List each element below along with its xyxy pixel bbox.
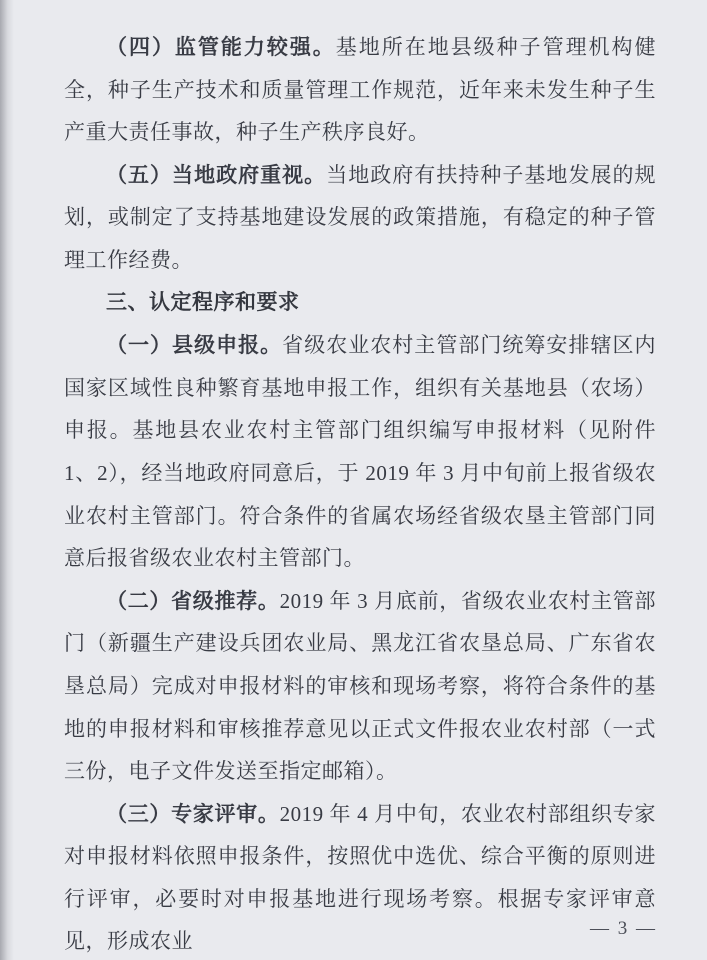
paragraph-lead: （二）省级推荐。 [106, 588, 280, 613]
paragraph-body: 当地政府有扶持种子基地发展的规划，或制定了支持基地建设发展的政策措施，有稳定的种子管理工作经费。 [64, 162, 657, 272]
paragraph-lead: （一）县级申报。 [106, 333, 283, 358]
paragraph-lead: （四）监管能力较强。 [106, 35, 336, 59]
paragraph-lead: （三）专家评审。 [106, 801, 280, 826]
paragraph-provincial-recommendation [64, 580, 656, 793]
paragraph-supervision [64, 26, 656, 154]
page-number: — 3 — [590, 918, 657, 939]
paragraph-county-application [64, 324, 656, 580]
paragraph-body: 2019 年 3 月底前，省级农业农村主管部门（新疆生产建设兵团农业局、黑龙江省农垦总局、广东省农垦总局）完成对申报材料的审核和现场考察，将符合条件的基地的申报材料和审核推荐意见以正式文件报农业农村部（一式三份，电子文件发送至指定邮箱）。 [64, 588, 657, 784]
paragraph-expert-review [64, 793, 656, 960]
scan-edge-shadow [0, 0, 14, 960]
paragraph-local-government [64, 154, 656, 282]
document-content [64, 26, 656, 960]
paragraph-body: 省级农业农村主管部门统筹安排辖区内国家区域性良种繁育基地申报工作，组织有关基地县（农场）申报。基地县农业农村主管部门组织编写申报材料（见附件 1、2），经当地政府同意后，于 2019 年 3 月中旬前上报省级农业农村主管部门。符合条件的省属农场经省级农垦主管部门同意后报省级农业农村主管部门。 [64, 333, 657, 571]
section-heading: 三、认定程序和要求 [106, 290, 300, 314]
paragraph-lead: （五）当地政府重视。 [106, 162, 327, 187]
paragraph-body: 基地所在地县级种子管理机构健全，种子生产技术和质量管理工作规范，近年来未发生种子生产重大责任事故，种子生产秩序良好。 [64, 35, 657, 145]
paragraph-body: 2019 年 4 月中旬，农业农村部组织专家对申报材料依照申报条件，按照优中选优、综合平衡的原则进行评审，必要时对申报基地进行现场考察。根据专家评审意见，形成农业 [64, 801, 657, 954]
